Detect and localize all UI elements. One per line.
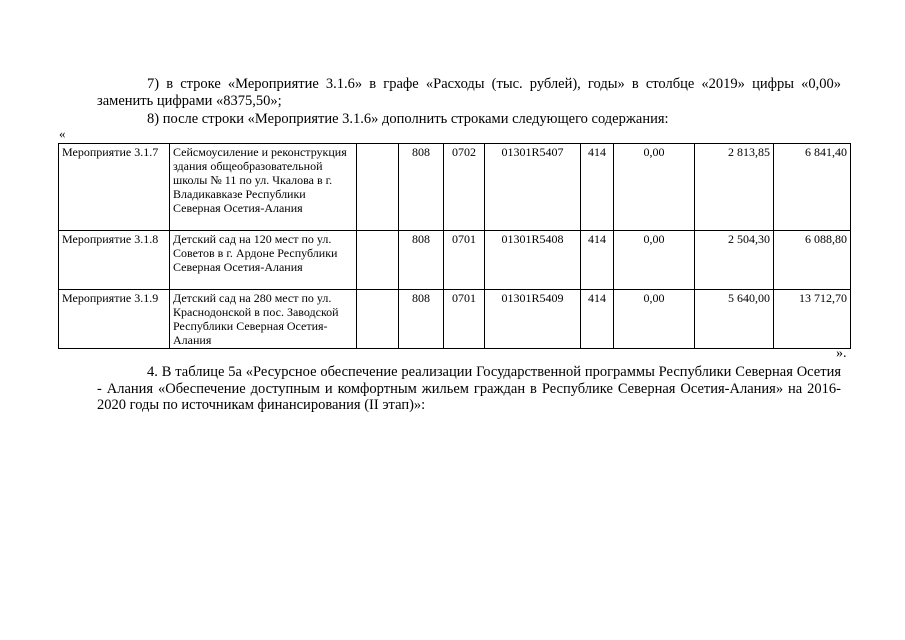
events-table [58, 143, 851, 349]
table-row [59, 290, 851, 349]
csr-cell: 01301R5409 [485, 290, 581, 349]
paragraph-item-7 [97, 76, 841, 109]
table-row [59, 231, 851, 290]
value-2017-cell: 0,00 [614, 290, 695, 349]
event-cell: Мероприятие 3.1.9 [59, 290, 170, 349]
blank-cell [357, 144, 399, 231]
event-cell: Мероприятие 3.1.8 [59, 231, 170, 290]
blank-cell [357, 231, 399, 290]
value-2017-cell: 0,00 [614, 231, 695, 290]
rzpr-cell: 0701 [444, 231, 485, 290]
csr-cell: 01301R5407 [485, 144, 581, 231]
vr-cell: 414 [581, 290, 614, 349]
vr-cell: 414 [581, 231, 614, 290]
rzpr-cell: 0701 [444, 290, 485, 349]
closing-quote: ». [836, 346, 847, 361]
value-2019-cell: 13 712,70 [774, 290, 851, 349]
value-2019-cell: 6 841,40 [774, 144, 851, 231]
event-name-cell: Детский сад на 120 мест по ул. Советов в г. Ардоне Республики Северная Осетия-Алания [170, 231, 357, 290]
vr-cell: 414 [581, 144, 614, 231]
value-2018-cell: 2 504,30 [695, 231, 774, 290]
blank-cell [357, 290, 399, 349]
event-name-cell: Детский сад на 280 мест по ул. Краснодонской в пос. Заводской Республики Северная Осетия-Алания [170, 290, 357, 349]
grbs-cell: 808 [399, 290, 444, 349]
grbs-cell: 808 [399, 231, 444, 290]
event-cell: Мероприятие 3.1.7 [59, 144, 170, 231]
paragraph-item-4 [97, 364, 841, 414]
paragraph-item-7-text: 7) в строке «Мероприятие 3.1.6» в графе «Расходы (тыс. рублей), годы» в столбце «2019» цифры «0,00» заменить цифрами «8375,50»; [97, 76, 841, 109]
event-name-cell: Сейсмоусиление и реконструкция здания общеобразовательной школы № 11 по ул. Чкалова в г. Владикавказе Республики Северная Осетия-Алания [170, 144, 357, 231]
value-2019-cell: 6 088,80 [774, 231, 851, 290]
rzpr-cell: 0702 [444, 144, 485, 231]
table-row [59, 144, 851, 231]
value-2018-cell: 2 813,85 [695, 144, 774, 231]
csr-cell: 01301R5408 [485, 231, 581, 290]
grbs-cell: 808 [399, 144, 444, 231]
value-2018-cell: 5 640,00 [695, 290, 774, 349]
value-2017-cell: 0,00 [614, 144, 695, 231]
paragraph-item-8 [97, 111, 841, 128]
paragraph-item-8-text: 8) после строки «Мероприятие 3.1.6» дополнить строками следующего содержания: [147, 111, 669, 127]
paragraph-item-4-text: 4. В таблице 5а «Ресурсное обеспечение реализации Государственной программы Республики Северная Осетия - Алания «Обеспечение доступным и комфортным жильем граждан в Республике Северная Осетия-Алания» на 2016-2020 годы по источникам финансирования (II этап)»: [97, 364, 841, 413]
opening-quote: « [59, 126, 66, 141]
